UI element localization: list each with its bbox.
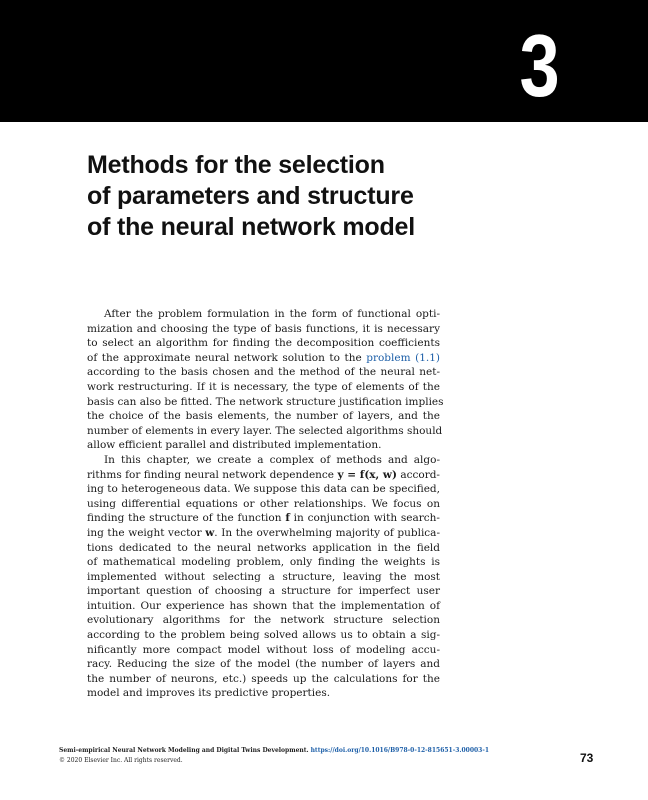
body-line: intuition. Our experience has shown that the implementation of <box>87 599 440 612</box>
body-text <box>87 307 444 701</box>
body-text-fragment: accord- <box>396 468 440 481</box>
body-line: nificantly more compact model without loss of modeling accu- <box>87 643 440 656</box>
body-text-fragment: finding the structure of the function <box>87 512 286 525</box>
body-text-fragment: rithms for finding neural network dependence <box>87 468 338 481</box>
body-line: evolutionary algorithms for the network structure selection <box>87 614 440 627</box>
copyright-notice: © 2020 Elsevier Inc. All rights reserved. <box>59 757 183 764</box>
math-symbol: w <box>205 526 215 539</box>
body-line: number of elements in every layer. The selected algorithms should <box>87 424 443 437</box>
book-title: Semi-empirical Neural Network Modeling and Digital Twins Development. <box>59 747 309 754</box>
footer-source <box>59 746 559 756</box>
body-line: important question of choosing a structure for imperfect user <box>87 585 440 598</box>
body-line: basis can also be fitted. The network structure justification implies <box>87 395 444 408</box>
math-symbol: f <box>285 512 290 525</box>
chapter-title-line: of the neural network model <box>87 213 415 241</box>
body-line <box>87 526 440 541</box>
chapter-header-band <box>0 0 648 122</box>
body-line: the number of neurons, etc.) speeds up the calculations for the <box>87 672 440 685</box>
body-line: ing to heterogeneous data. We suppose this data can be specified, <box>87 483 440 496</box>
body-line: the choice of the basis elements, the number of layers, and the <box>87 410 440 423</box>
body-line: work restructuring. If it is necessary, the type of elements of the <box>87 380 440 393</box>
doi-link[interactable]: https://doi.org/10.1016/B978-0-12-815651-3.00003-1 <box>310 747 490 754</box>
problem-reference-link[interactable]: problem (1.1) <box>366 351 440 364</box>
body-text-fragment: of the approximate neural network solution to the <box>87 351 367 364</box>
body-line: according to the problem being solved allows us to obtain a sig- <box>87 629 440 642</box>
body-line: After the problem formulation in the form of functional opti- <box>104 308 440 320</box>
page-number: 73 <box>580 751 594 765</box>
chapter-title <box>87 150 507 243</box>
chapter-number: 3 <box>519 16 558 115</box>
body-line <box>87 351 440 366</box>
body-line: of mathematical modeling problem, only finding the weights is <box>87 556 440 569</box>
body-line: using differential equations or other relationships. We focus on <box>87 497 440 510</box>
chapter-title-line: Methods for the selection <box>87 151 385 179</box>
body-line <box>87 511 440 526</box>
body-line: allow efficient parallel and distributed implementation. <box>87 439 382 452</box>
chapter-title-line: of parameters and structure <box>87 182 414 210</box>
body-line: racy. Reducing the size of the model (the number of layers and <box>87 658 440 671</box>
body-text-fragment: in conjunction with search- <box>289 512 440 525</box>
body-line: In this chapter, we create a complex of methods and algo- <box>104 453 440 466</box>
body-line <box>87 468 440 483</box>
body-line: tions dedicated to the neural networks application in the field <box>87 541 440 554</box>
body-line: to select an algorithm for finding the decomposition coefficients <box>87 337 440 350</box>
body-line: model and improves its predictive properties. <box>87 687 331 700</box>
body-text-fragment: ing the weight vector <box>87 526 206 539</box>
body-line: according to the basis chosen and the method of the neural net- <box>87 366 440 379</box>
body-line: mization and choosing the type of basis functions, it is necessary <box>87 322 440 335</box>
math-expression: y = f(x, w) <box>337 468 397 481</box>
body-line: implemented without selecting a structure, leaving the most <box>87 570 440 583</box>
body-text-fragment: . In the overwhelming majority of publica- <box>214 526 440 539</box>
